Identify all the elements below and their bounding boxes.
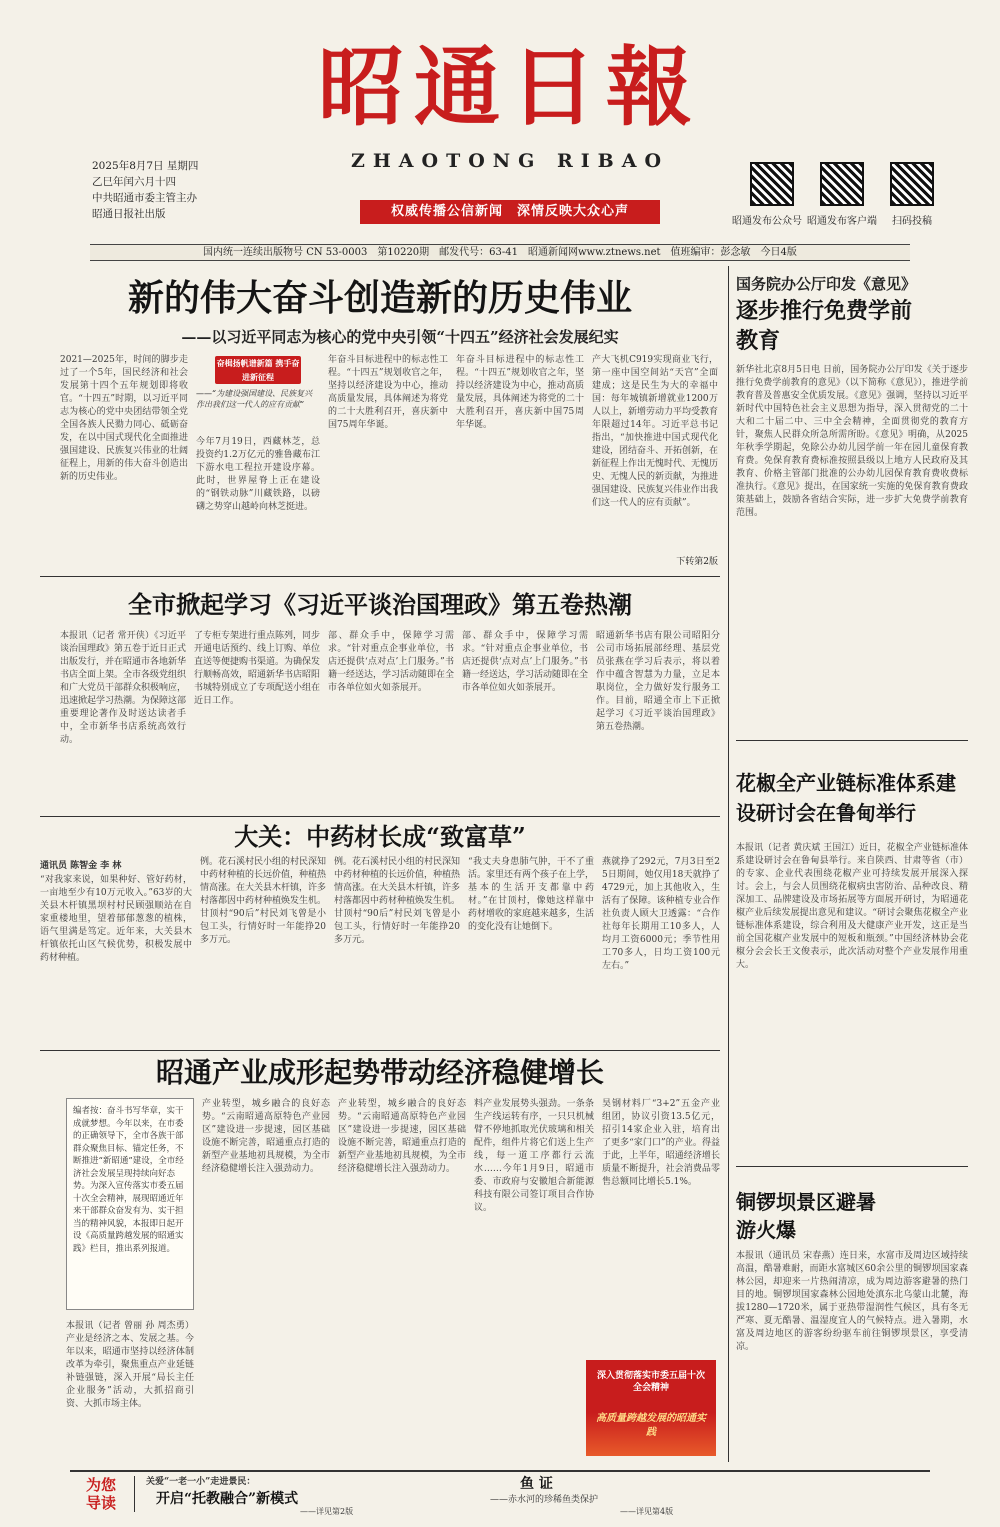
lunar-date: 乙巳年闰六月十四 [92,176,176,188]
qr-block [742,162,802,206]
continue-note[interactable]: 下转第2版 [676,557,718,567]
banner-title: 深入贯彻落实市委五届十次全会精神 [596,1371,705,1393]
study-column: 部、群众手中，保障学习需求。“针对重点企事业单位，书店还提供‘点对点’上门服务。”书籍一经送达，学习活动随即在全市各单位如火如荼展开。 [462,631,588,693]
herbs-column: 例。花石溪村民小组的村民深知中药材种植的长远价值，种植热情高涨。在大关县木杆镇，许多村落都因中药材种植焕发生机。甘顶村“90后”村民刘飞曾是小包工头，行情好时一年能挣20多万元。 [200,857,326,945]
digest-item-page: ——详见第4版 [620,1507,674,1516]
gorge-headline[interactable]: 铜锣坝景区避暑游火爆 [736,1190,876,1242]
lead-column: 年奋斗目标进程中的标志性工程。“十四五”规划收官之年，坚持以经济建设为中心，推动高质量发展，具体阐述为将党的二十大胜利召开，喜庆新中国75周年华诞。 [456,355,584,430]
qr-code-icon[interactable] [890,162,934,206]
section-rule [736,1166,968,1167]
banner-subtitle: 高质量跨越发展的昭通实践 [596,1413,706,1438]
qr-label: 昭通发布公众号 [732,216,802,227]
qr-block [812,162,872,206]
digest-item-page: ——详见第2版 [300,1507,354,1516]
editor-note: 编者按：奋斗书写华章，实干成就梦想。今年以来，在市委的正确领导下，全市各族干部群众聚焦目标、锚定任务，不断推进“新昭通”建设，全市经济社会发展呈现持续向好态势。为深入宣传落实市委五届十次全会精神，展现昭通近年来干部群众奋发有为、实干担当的精神风貌，本报即日起开设《高质量跨越发展的昭通实践》栏目，推出系列报道。 [66,1098,194,1310]
qr-block [882,162,942,206]
section-rule [40,816,720,817]
pepper-headline[interactable]: 花椒全产业链标准体系建设研讨会在鲁甸举行 [736,771,956,825]
study-headline[interactable]: 全市掀起学习《习近平谈治国理政》第五卷热潮 [128,590,632,619]
digest-item-subtitle: ——赤水河的珍稀鱼类保护 [490,1495,599,1505]
industry-column: 产业转型，城乡融合的良好态势。“云南昭通高原特色产业园区”建设进一步提速，园区基础设施不断完善，昭通重点打造的新型产业基地初具规模，为全市经济稳健增长注入强劲动力。 [338,1099,466,1174]
study-column: 本报讯（记者 常开侠）《习近平谈治国理政》第五卷于近日正式出版发行，并在昭通市各地新华书店全面上架。全市各级党组织和广大党员干部群众积极响应，迅速掀起学习热潮。为保障这部重要理论著作及时送达读者手中，全市新华书店系统高效行动。 [60,631,186,745]
issue-date: 2025年8月7日 星期四 [92,160,199,172]
lead-subtitle: ——以习近平同志为核心的党中央引领“十四五”经济社会发展纪实 [181,328,619,346]
digest-divider [134,1476,135,1512]
industry-column: 本报讯（记者 曾丽 孙 周杰勇）产业是经济之本、发展之基。今年以来，昭通市坚持以经济体制改革为牵引，聚焦重点产业延链补链强链，深入开展“局长主任企业服务”活动，大抓招商引资、大抓市场主体。 [66,1321,194,1409]
digest-item-title[interactable]: 开启“托教融合”新模式 [156,1491,299,1507]
qr-code-icon[interactable] [820,162,864,206]
herbs-byline: 通讯员 陈智金 李 林 [40,861,122,871]
section-rule [40,1050,720,1051]
digest-item-title[interactable]: 鱼 证 [520,1476,553,1492]
herbs-headline[interactable]: 大关：中药材长成“致富草” [234,822,526,851]
digest-item-kicker: 关爱“一老一小”走进景民： [146,1477,256,1487]
lead-column: 产大飞机C919实现商业飞行，第一座中国空间站“天宫”全面建成；这是民生为大的幸福中国：每年城镇新增就业1200万人以上，新增劳动力平均受教育年限超过14年。习近平总书记指出，“加快推进中国式现代化建设，团结奋斗、开拓创新，在新征程上作出无愧时代、无愧历史、无愧人民的新贡献，为推进强国建设、民族复兴伟业作出我们这一代人的应有贡献”。 [592,355,718,508]
publisher: 昭通日报社出版 [92,208,166,220]
pepper-column: 本报讯（记者 黄庆斌 王国江）近日，花椒全产业链标准体系建设研讨会在鲁甸县举行。来自陕西、甘肃等省（市）的专家、企业代表围绕花椒产业可持续发展开展深入探讨。会上，与会人员围绕花椒病虫害防治、品种改良、精深加工、品牌建设及市场拓展等方面展开研讨，为昭通花椒产业后续发展提出意见和建议。“研讨会聚焦花椒全产业链标准体系建设，综合利用及大健康产业开发，这正是当前全国花椒产业发展中的短板和瓶颈。”中国经济林协会花椒分会会长王文俊表示，此次活动对整个产业发展作用重大。 [736,843,968,970]
policy-kicker: 国务院办公厅印发《意见》 [736,275,917,293]
masthead-title: 昭通日報 [318,37,702,138]
section-rule [736,740,968,741]
gorge-column: 本报讯（通讯员 宋春燕）连日来，水富市及周边区域持续高温，酷暑难耐，而距水富城区60余公里的铜锣坝国家森林公园，却迎来一片热闹清凉，成为周边游客避暑的热门目的地。铜锣坝国家森林公园地处滇东北乌蒙山北麓，海拔1280—1720米，属于亚热带湿润性气候区，具有冬无严寒、夏无酷暑、温湿度宜人的气候特点。进入暑期，水富及周边地区的游客纷纷驱车前往铜锣坝景区，享受清凉。 [736,1251,968,1352]
lead-column: 年奋斗目标进程中的标志性工程。“十四五”规划收官之年，坚持以经济建设为中心，推动高质量发展，具体阐述为将党的二十大胜利召开，喜庆新中国75周年华诞。 [328,355,448,430]
digest-label: 为您 导读 [85,1476,116,1512]
herbs-column: “我丈夫身患肺气肿，干不了重活。家里还有两个孩子在上学，基本的生活开支都靠中药材。”在甘顶村，像她这样靠中药材增收的家庭越来越多，生活的变化没有让她倒下。 [468,857,594,932]
industry-headline[interactable]: 昭通产业成形起势带动经济稳健增长 [155,1056,604,1089]
section-rule [40,576,720,577]
lead-headline[interactable]: 新的伟大奋斗创造新的历史伟业 [127,277,632,319]
lead-column: 今年7月19日，西藏林芝，总投资约1.2万亿元的雅鲁藏布江下游水电工程拉开建设序幕。此时，世界屋脊上正在建设的“钢铁动脉”川藏铁路，以磅礴之势穿山越岭向林芝挺进。 [196,437,320,512]
column-divider [728,266,729,1462]
masthead-pinyin: ZHAOTONG RIBAO [350,150,670,172]
policy-headline[interactable]: 逐步推行免费学前教育 [736,298,913,354]
slogan-banner: 权威传播公信新闻 深情反映大众心声 [360,200,660,224]
herbs-column: “对我家来说，如果种好、管好药材，一亩地至少有10万元收入。”63岁的大关县木杆镇黑坝村村民顾强顺站在自家重楼地里，望着郁郁葱葱的植株，语气里满是笃定。近年来，大关县木杆镇依托山区气候优势，积极发展中药材种植。 [40,875,192,963]
industry-column-banner[interactable] [586,1360,716,1456]
sponsor: 中共昭通市委主管主办 [92,192,197,204]
policy-column: 新华社北京8月5日电 日前，国务院办公厅印发《关于逐步推行免费学前教育的意见》（以下简称《意见》），推进学前教育普及普惠安全优质发展。《意见》强调，坚持以习近平新时代中国特色社会主义思想为指导，深入贯彻党的二十大和二十届二中、三中全会精神，全面贯彻党的教育方针，聚焦人民群众所急所需所盼。《意见》明确，从2025年秋季学期起，免除公办幼儿园学前一年在园儿童保育教育费。免保育教育费标准按照县级以上地方人民政府及其教育、价格主管部门批准的公办幼儿园保育教育费收费标准执行。《意见》提出，在国家统一实施的免保育教育费政策基础上，鼓励各省结合实际，进一步扩大免费学前教育范围。 [736,365,968,518]
publication-info-bar: 国内统一连续出版物号 CN 53-0003 第10220期 邮发代号：63-41 昭通新闻网www.ztnews.net 值班编审：彭念敏 今日4版 [90,244,910,261]
lead-quote: ——“为建设强国建设、民族复兴作出我们这一代人的应有贡献” [196,389,313,409]
study-column: 部、群众手中，保障学习需求。“针对重点企事业单位，书店还提供‘点对点’上门服务。”书籍一经送达，学习活动随即在全市各单位如火如荼展开。 [328,631,454,693]
industry-column: 料产业发展势头强劲。一条条生产线运转有序，一只只机械臂不停地抓取光伏玻璃和相关配件，组件片将它们送上生产线，每一道工序都行云流水……今年1月9日，昭通市委、市政府与安徽旭合新能源科技有限公司签订项目合作协议。 [474,1099,594,1213]
industry-column: 昊钢材料厂“3+2”五金产业组团，协议引资13.5亿元，招引14家企业入驻，培育出了更多“家门口”的产业。得益于此，上半年，昭通经济增长质量不断提升，社会消费品零售总额同比增长5.1%。 [602,1099,720,1187]
lead-column: 2021—2025年，时间的脚步走过了一个5年，国民经济和社会发展第十四个五年规划即将收官。“十四五”时期，以习近平同志为核心的党中央团结带领全党全国各族人民勠力同心、砥砺奋发，在以中国式现代化全面推进强国建设、民族复兴伟业的壮阔征程上，用新的伟大奋斗创造出新的历史伟业。 [60,355,188,482]
qr-label: 扫码投稿 [892,216,932,227]
herbs-column: 燕就挣了292元，7月3日至25日期间，她仅用18天就挣了4729元，加上其他收入，生活有了保障。该种植专业合作社负责人顾大卫透露：“合作社每年长期用工10多人，人均月工资6000元；季节性用工70多人，日均工资100元左右。” [602,857,720,971]
study-column: 了专柜专架进行重点陈列，同步开通电话预约、线上订购、单位直送等便捷购书渠道。为确保发行顺畅高效，昭通新华书店昭阳书城特别成立了专项配送小组在近日工作。 [194,631,320,706]
study-column: 昭通新华书店有限公司昭阳分公司市场拓展部经理、基层党员张燕在学习后表示，将以着作中蕴含智慧为力量，立足本职岗位，全力做好发行服务工作。目前，昭通全市上下正掀起学习《习近平谈治国理政》第五卷热潮。 [596,631,720,732]
qr-label: 昭通发布客户端 [807,216,877,227]
herbs-column: 例。花石溪村民小组的村民深知中药材种植的长远价值，种植热情高涨。在大关县木杆镇，许多村落都因中药材种植焕发生机。甘顶村“90后”村民刘飞曾是小包工头，行情好时一年能挣20多万元。 [334,857,460,945]
lead-badge: 奋楫扬帆谱新篇 携手奋进新征程 ——“为建设强国建设、民族复兴作出我们这一代人的应有贡献” [196,356,320,390]
industry-column: 产业转型，城乡融合的良好态势。“云南昭通高原特色产业园区”建设进一步提速，园区基础设施不断完善，昭通重点打造的新型产业基地初具规模，为全市经济稳健增长注入强劲动力。 [202,1099,330,1174]
qr-code-icon[interactable] [750,162,794,206]
